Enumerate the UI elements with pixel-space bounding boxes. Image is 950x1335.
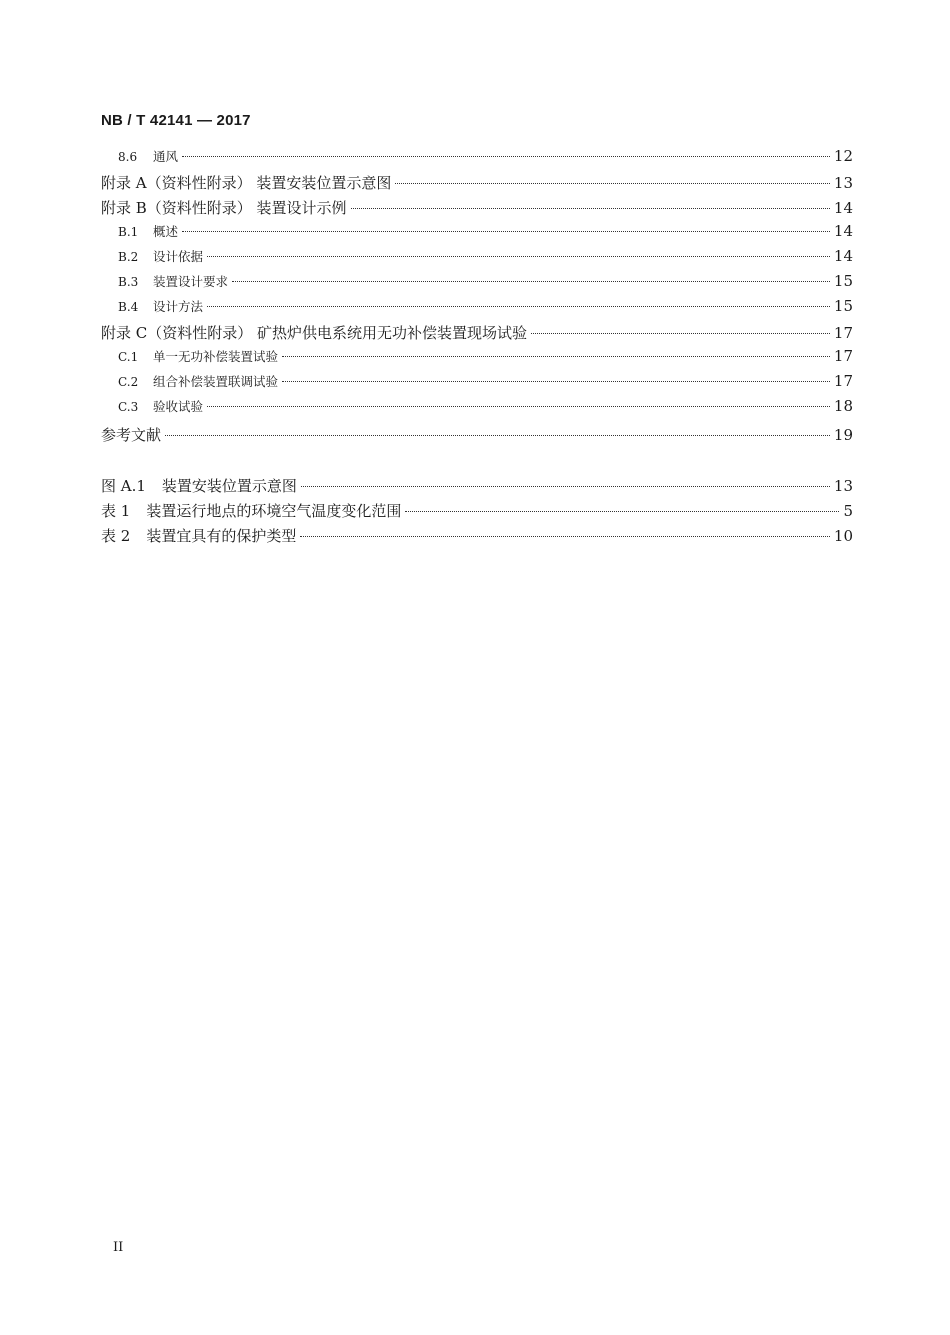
- table-item-page: 10: [833, 527, 853, 545]
- toc-item-appendix-c[interactable]: [101, 322, 853, 342]
- toc-item-page: 18: [833, 397, 853, 415]
- toc-item-8-6[interactable]: [101, 147, 853, 167]
- dot-leader: [395, 183, 830, 184]
- dot-leader: [207, 306, 830, 307]
- figure-item-page: 13: [833, 477, 853, 495]
- table-item-page: 5: [843, 502, 853, 520]
- figure-item-prefix: 图 A.1: [101, 477, 146, 495]
- table-item-title: 装置宜具有的保护类型: [146, 527, 297, 545]
- toc-item-b-1[interactable]: [101, 222, 853, 242]
- toc-item-page: 14: [833, 247, 853, 265]
- dot-leader: [182, 156, 830, 157]
- table-item-1[interactable]: [101, 500, 853, 520]
- toc-item-c-2[interactable]: [101, 372, 853, 392]
- toc-item-page: 17: [833, 347, 853, 365]
- toc-item-page: 12: [833, 147, 853, 165]
- dot-leader: [232, 281, 830, 282]
- toc-item-page: 13: [833, 174, 853, 192]
- toc-item-title: 概述: [153, 224, 179, 239]
- dot-leader: [207, 256, 830, 257]
- toc-item-page: 15: [833, 272, 853, 290]
- dot-leader: [182, 231, 830, 232]
- toc-item-title: 附录 C（资料性附录） 矿热炉供电系统用无功补偿装置现场试验: [101, 324, 528, 342]
- toc-item-appendix-b[interactable]: [101, 197, 853, 217]
- toc-item-page: 14: [833, 199, 853, 217]
- dot-leader: [351, 208, 830, 209]
- toc-item-number: C.3: [118, 400, 139, 414]
- dot-leader: [282, 381, 830, 382]
- toc-item-number: B.3: [118, 275, 139, 289]
- toc-item-page: 14: [833, 222, 853, 240]
- toc-item-number: C.1: [118, 350, 139, 364]
- table-item-2[interactable]: [101, 525, 853, 545]
- toc-item-title: 装置设计要求: [153, 274, 229, 289]
- dot-leader: [300, 536, 830, 537]
- dot-leader: [282, 356, 830, 357]
- table-item-prefix: 表 1: [101, 502, 131, 520]
- toc-item-title: 设计依据: [153, 249, 204, 264]
- figure-item-a-1[interactable]: [101, 475, 853, 495]
- dot-leader: [405, 511, 839, 512]
- dot-leader: [301, 486, 830, 487]
- page-number: II: [113, 1240, 124, 1255]
- toc-item-number: 8.6: [118, 150, 138, 164]
- toc-item-b-3[interactable]: [101, 272, 853, 292]
- toc-item-title: 验收试验: [153, 399, 204, 414]
- toc-item-title: 组合补偿装置联调试验: [153, 374, 279, 389]
- toc-item-title: 附录 A（资料性附录） 装置安装位置示意图: [101, 174, 392, 192]
- toc-item-title: 设计方法: [153, 299, 204, 314]
- toc-item-c-3[interactable]: [101, 397, 853, 417]
- toc-item-number: C.2: [118, 375, 139, 389]
- toc-item-number: B.4: [118, 300, 139, 314]
- toc-item-title: 附录 B（资料性附录） 装置设计示例: [101, 199, 347, 217]
- toc-item-b-4[interactable]: [101, 297, 853, 317]
- table-item-prefix: 表 2: [101, 527, 131, 545]
- dot-leader: [207, 406, 830, 407]
- standard-id-header: NB / T 42141 — 2017: [101, 112, 251, 129]
- toc-item-number: B.1: [118, 225, 139, 239]
- toc-item-page: 15: [833, 297, 853, 315]
- toc-item-title: 参考文献: [101, 426, 162, 444]
- toc-item-c-1[interactable]: [101, 347, 853, 367]
- toc-item-title: 单一无功补偿装置试验: [153, 349, 279, 364]
- table-item-title: 装置运行地点的环境空气温度变化范围: [146, 502, 402, 520]
- figure-item-title: 装置安装位置示意图: [161, 477, 297, 495]
- toc-item-page: 17: [833, 324, 853, 342]
- toc-item-title: 通风: [153, 149, 179, 164]
- dot-leader: [531, 333, 830, 334]
- dot-leader: [165, 435, 830, 436]
- toc-item-references[interactable]: [101, 424, 853, 444]
- toc-item-page: 19: [833, 426, 853, 444]
- toc-item-b-2[interactable]: [101, 247, 853, 267]
- toc-item-appendix-a[interactable]: [101, 172, 853, 192]
- toc-item-page: 17: [833, 372, 853, 390]
- toc-item-number: B.2: [118, 250, 139, 264]
